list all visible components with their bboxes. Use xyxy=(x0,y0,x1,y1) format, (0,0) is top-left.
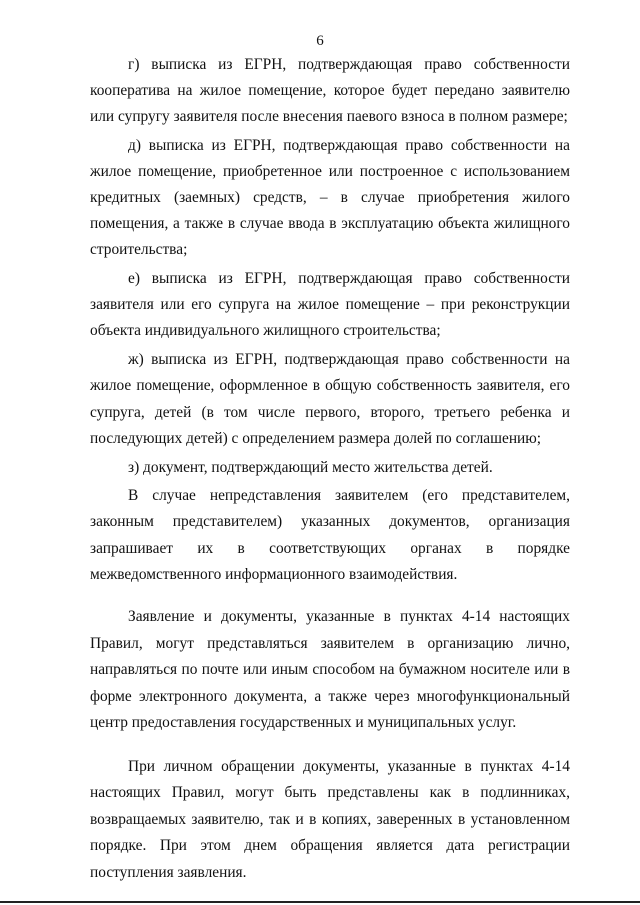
page-bottom-edge xyxy=(0,901,640,903)
paragraph-personal-appeal: При личном обращении документы, указанные в пунктах 4-14 настоящих Правил, могут быть представлены как в подлинниках, возвращаемых заявителю, так и в копиях, заверенных в установленном порядке. При этом днем обращения является дата регистрации поступления заявления. xyxy=(90,757,570,881)
paragraph-item-d: д) выписка из ЕГРН, подтверждающая право собственности на жилое помещение, приобретенное или построенное с использованием кредитных (заемных) средств, – в случае приобретения жилого помещения, а также в случае ввода в эксплуатацию объекта жилищного строительства; xyxy=(90,136,570,259)
page-number: 6 xyxy=(316,33,324,49)
paragraph-item-z: з) документ, подтверждающий место жительства детей. xyxy=(128,459,493,477)
paragraph-item-e: е) выписка из ЕГРН, подтверждающая право собственности заявителя или его супруга на жилое помещение – при реконструкции объекта индивидуального жилищного строительства; xyxy=(90,269,570,340)
paragraph-item-zh: ж) выписка из ЕГРН, подтверждающая право собственности на жилое помещение, оформленное в общую собственность заявителя, его супруга, детей (в том числе первого, второго, третьего ребенка и последующих детей) с определением размера долей по соглашению; xyxy=(90,351,570,447)
document-body xyxy=(90,52,570,886)
paragraph-submission-methods: Заявление и документы, указанные в пунктах 4-14 настоящих Правил, могут представляться заявителем в организацию лично, направляться по почте или иным способом на бумажном носителе или в форме электронного документа, а также через многофункциональный центр предоставления государственных и муниципальных услуг. xyxy=(90,608,570,732)
paragraph-document-request: В случае непредставления заявителем (его представителем, законным представителем) указанных документов, организация запрашивает их в соответствующих органах в порядке межведомственного информационного взаимодействия. xyxy=(90,487,570,583)
paragraph-item-g: г) выписка из ЕГРН, подтверждающая право собственности кооператива на жилое помещение, которое будет передано заявителю или супругу заявителя после внесения паевого взноса в полном размере; xyxy=(90,56,570,126)
